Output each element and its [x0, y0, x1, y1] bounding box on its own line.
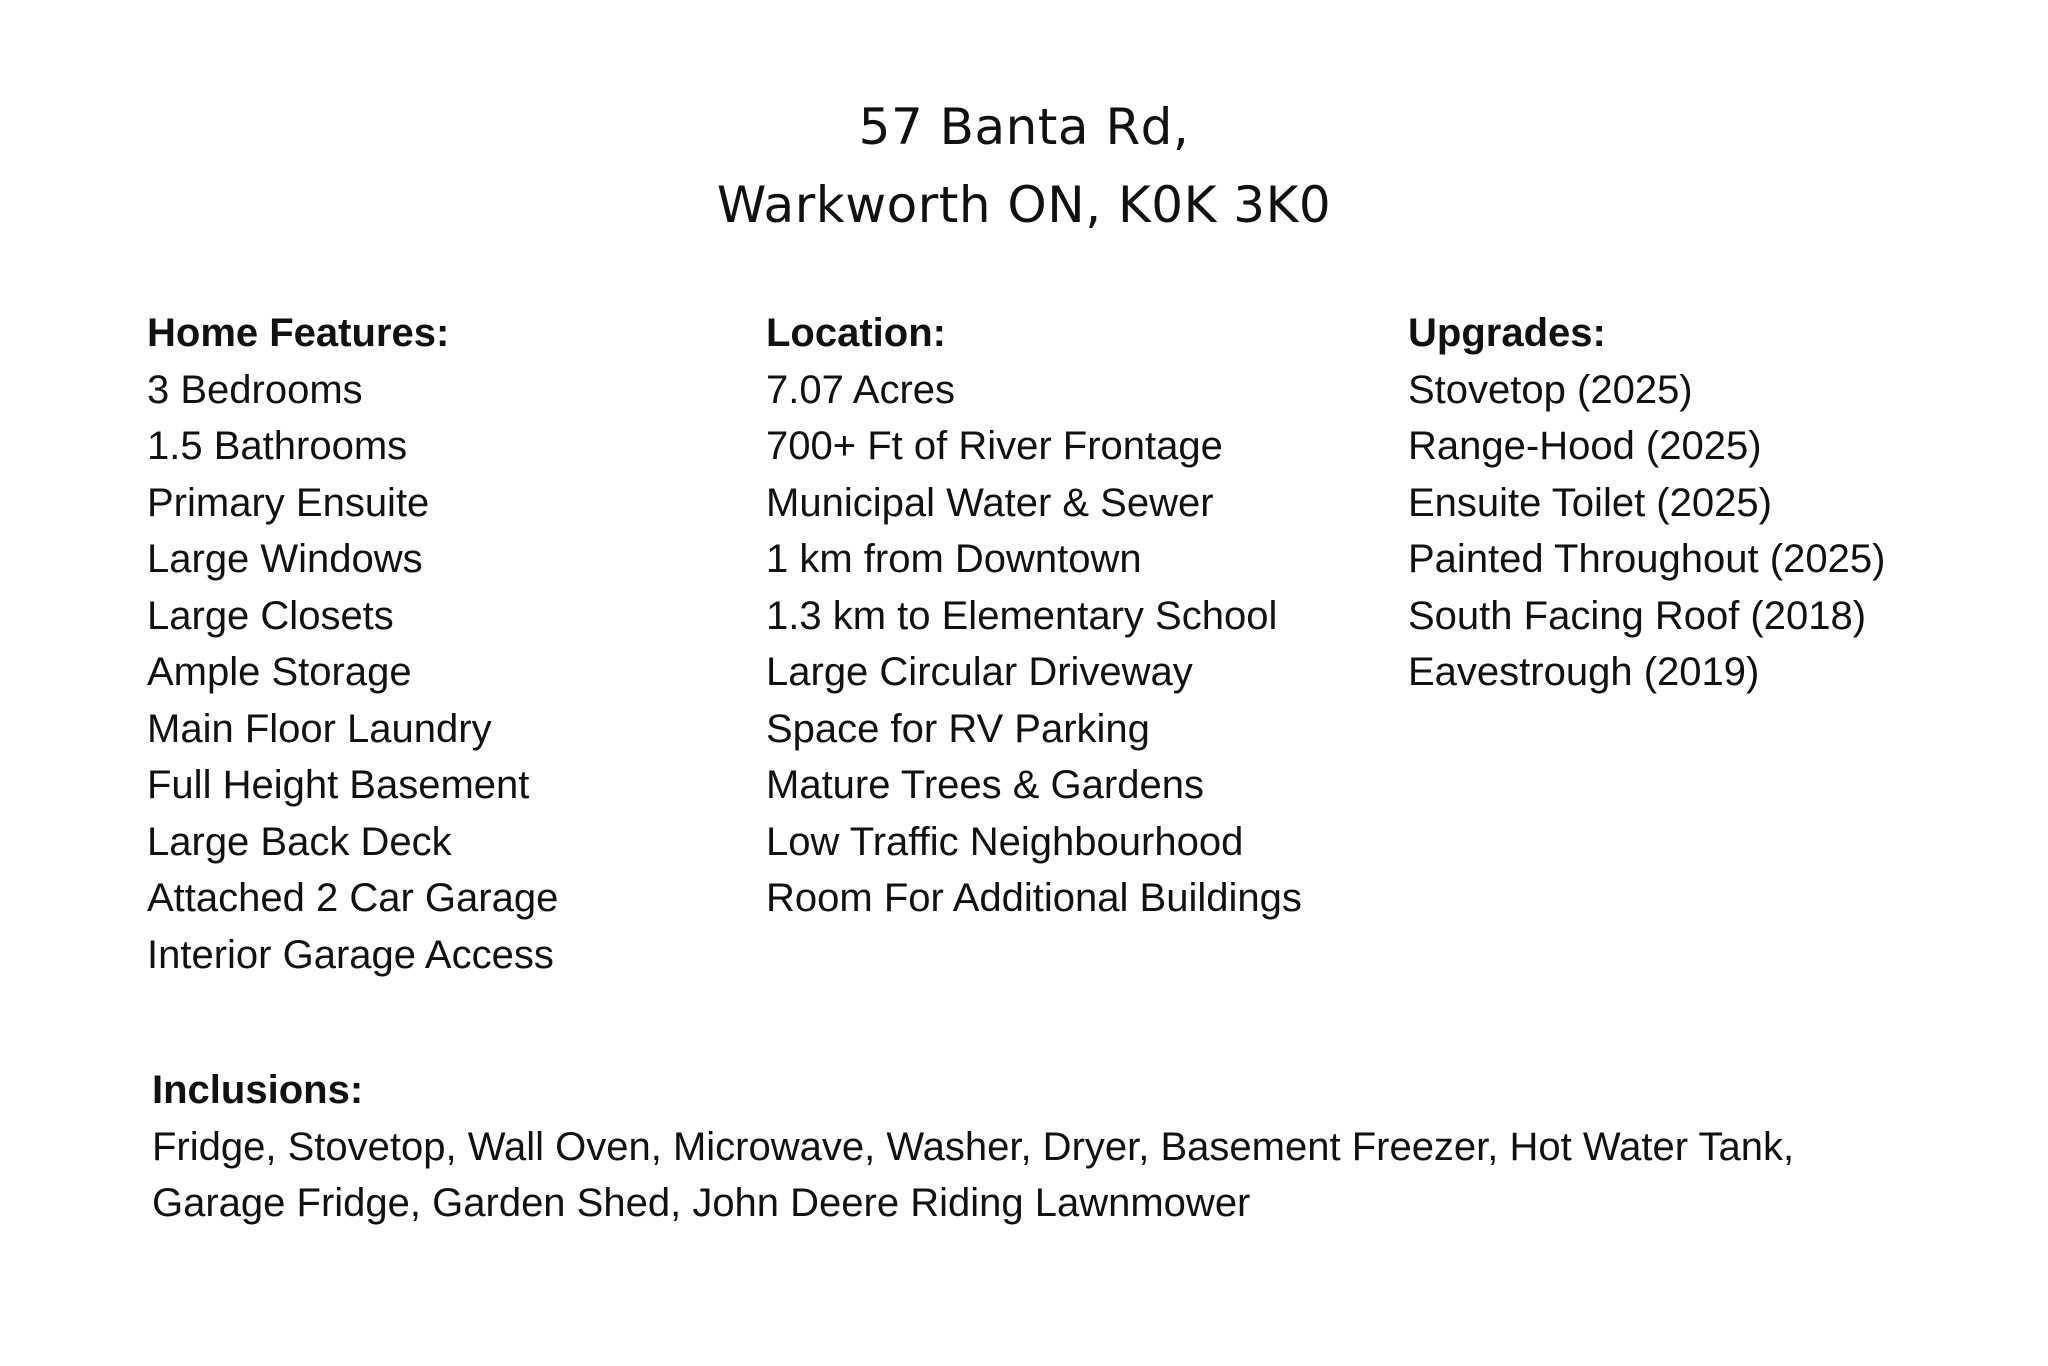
- list-item: 3 Bedrooms: [147, 367, 363, 412]
- list-item: Space for RV Parking: [766, 706, 1150, 751]
- list-item: Attached 2 Car Garage: [147, 876, 559, 920]
- list-item: Interior Garage Access: [147, 932, 554, 977]
- list-item: South Facing Roof (2018): [1408, 593, 1867, 638]
- location-heading: Location:: [766, 311, 946, 355]
- list-item: Room For Additional Buildings: [766, 876, 1302, 920]
- list-item: Ample Storage: [147, 650, 412, 694]
- property-address: [0, 88, 2048, 244]
- inclusions-text: [152, 1119, 1952, 1232]
- list-item: Full Height Basement: [147, 763, 530, 807]
- list-item: Range-Hood (2025): [1408, 424, 1762, 468]
- inclusions-line: Fridge, Stovetop, Wall Oven, Microwave, Washer, Dryer, Basement Freezer, Hot Water Tank,: [152, 1124, 1795, 1169]
- list-item: Stovetop (2025): [1408, 367, 1693, 412]
- list-item: Large Closets: [147, 593, 394, 638]
- list-item: 7.07 Acres: [766, 367, 956, 412]
- inclusions-section: [152, 1062, 1952, 1232]
- list-item: Primary Ensuite: [147, 480, 430, 525]
- address-city-postal: Warkworth ON, K0K 3K0: [716, 176, 1332, 234]
- list-item: 700+ Ft of River Frontage: [766, 424, 1223, 468]
- home-features-section: [147, 305, 558, 983]
- list-item: Ensuite Toilet (2025): [1408, 480, 1772, 525]
- home-features-list: [147, 362, 558, 984]
- list-item: Large Windows: [147, 537, 423, 581]
- list-item: 1.5 Bathrooms: [147, 424, 408, 468]
- upgrades-list: [1408, 362, 1885, 701]
- location-list: [766, 362, 1302, 927]
- upgrades-section: [1408, 305, 1885, 701]
- list-item: Large Circular Driveway: [766, 650, 1193, 694]
- list-item: Municipal Water & Sewer: [766, 480, 1214, 525]
- list-item: Large Back Deck: [147, 819, 452, 864]
- list-item: Main Floor Laundry: [147, 706, 492, 751]
- list-item: 1 km from Downtown: [766, 537, 1142, 581]
- inclusions-heading: Inclusions:: [152, 1068, 364, 1112]
- location-section: [766, 305, 1302, 927]
- list-item: Painted Throughout (2025): [1408, 537, 1886, 581]
- list-item: 1.3 km to Elementary School: [766, 593, 1278, 638]
- list-item: Low Traffic Neighbourhood: [766, 819, 1244, 864]
- inclusions-line: Garage Fridge, Garden Shed, John Deere Riding Lawnmower: [152, 1181, 1251, 1225]
- upgrades-heading: Upgrades:: [1408, 311, 1606, 355]
- home-features-heading: Home Features:: [147, 311, 450, 355]
- list-item: Eavestrough (2019): [1408, 650, 1760, 694]
- address-street: 57 Banta Rd,: [858, 98, 1190, 156]
- list-item: Mature Trees & Gardens: [766, 763, 1204, 807]
